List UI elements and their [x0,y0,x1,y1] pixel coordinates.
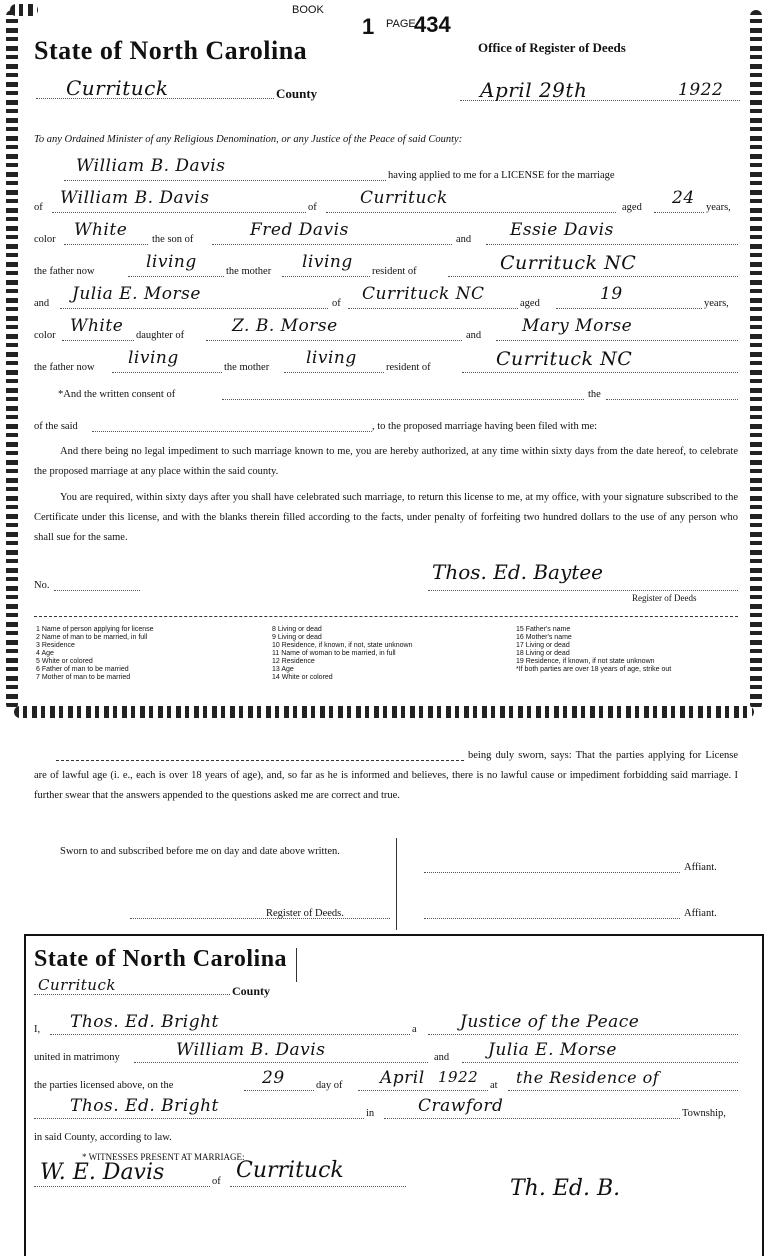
years-label-1: years, [706,202,731,213]
witness-handwritten: W. E. Davis [40,1160,165,1185]
parties-label: the parties licensed above, on the [34,1080,174,1091]
header-county-handwritten: Currituck [66,76,169,100]
applied-text: having applied to me for a LICENSE for the marriage [388,170,615,181]
woman-mother-handwritten: Mary Morse [522,316,633,336]
resident-of-label-2: resident of [386,362,431,373]
color-label-2: color [34,330,56,341]
woman-parents-residence-handwritten: Currituck NC [496,348,633,370]
of-said-label: of the said [34,421,78,432]
resident-of-label-1: resident of [372,266,417,277]
place2-handwritten: Thos. Ed. Bright [70,1096,219,1116]
united-label: united in matrimony [34,1052,120,1063]
man-name-handwritten: William B. Davis [60,188,210,208]
certificate-state-title: State of North Carolina [34,946,288,972]
address-line: To any Ordained Minister of any Religious Denomination, or any Justice of the Peace of said County: [34,134,463,145]
header-year-handwritten: 1922 [678,80,724,100]
witnesses-label: * WITNESSES PRESENT AT MARRIAGE: [82,1152,245,1162]
and-label-3: and [466,330,482,341]
woman-age-handwritten: 19 [600,284,623,304]
authorization-paragraph: And there being no legal impediment to such marriage known to me, you are hereby authorized, at any time within sixty days from the date hereof, to celebrate the proposed marriage at any place within the said county. [34,446,738,477]
bottom-ornamental-border [14,706,754,718]
header-date-handwritten: April 29th [480,78,588,102]
affidavit-paragraph: being duly sworn, says: That the parties applying for License are of lawful age (i. e., each is over 18 years of age), and, so far as he is informed and believes, there is no lawful cause or impediment forbidding said marriage. I further swear that the answers appended to the questions asked me are correct and true. [34,750,738,801]
proposed-text: , to the proposed marriage having been filed with me: [372,421,598,432]
book-label: BOOK [292,4,324,16]
man-father-status-handwritten: living [146,252,197,272]
book-number: 1 [362,14,375,39]
affiant-label-2: Affiant. [684,908,717,919]
bride-handwritten: Julia E. Morse [488,1040,617,1060]
certificate-county-handwritten: Currituck [38,976,116,994]
top-ornamental-border [10,4,38,16]
woman-father-handwritten: Z. B. Morse [232,316,338,336]
consent-text: *And the written consent of [58,389,176,400]
woman-residence-handwritten: Currituck NC [362,284,485,304]
man-residence-handwritten: Currituck [360,188,448,208]
in-label: in [366,1108,375,1119]
township-label: Township, [682,1108,726,1119]
place-handwritten: the Residence of [516,1068,660,1087]
month-handwritten: April [380,1068,425,1088]
subscribed-text: Sworn to and subscribed before me on day and date above written. [60,846,340,857]
man-age-handwritten: 24 [672,188,695,208]
cert-year-handwritten: 1922 [438,1068,479,1086]
man-color-handwritten: White [74,220,128,240]
man-mother-handwritten: Essie Davis [510,220,614,240]
answer-key-col-3: 15 Father's name 16 Mother's name 17 Living or dead 18 Living or dead 19 Residence, if known, if not state unknown *If both parties are over 18 years of age, strike out [516,626,672,673]
consent-the-label: the [588,389,601,400]
woman-name-handwritten: Julia E. Morse [72,284,201,304]
and-label-2: and [34,298,50,309]
color-label-1: color [34,234,56,245]
affidavit-register-label: Register of Deeds. [266,908,344,919]
witness-of-label: of [212,1176,221,1187]
applicant-handwritten: William B. Davis [76,156,226,176]
of-label-1: of [34,202,43,213]
man-parents-residence-handwritten: Currituck NC [500,252,637,274]
certificate-county-label: County [232,984,271,998]
and-label-1: and [456,234,472,245]
of-label-3: of [332,298,341,309]
man-mother-status-handwritten: living [302,252,353,272]
township-handwritten: Crawford [418,1096,504,1116]
register-of-deeds-label: Register of Deeds [632,593,697,603]
state-title: State of North Carolina [34,36,308,65]
aged-label-2: aged [520,298,540,309]
header-county-label: County [276,86,318,101]
woman-father-status-handwritten: living [128,348,179,368]
officiant-handwritten: Thos. Ed. Bright [70,1012,219,1032]
man-father-handwritten: Fred Davis [250,220,349,240]
father-label-2: the father now [34,362,95,373]
officiant-signature-handwritten: Th. Ed. B. [510,1176,621,1201]
years-label-2: years, [704,298,729,309]
at-label: at [490,1080,498,1091]
i-label: I, [34,1024,41,1035]
according-text: in said County, according to law. [34,1132,172,1143]
answer-key-col-2: 8 Living or dead 9 Living or dead 10 Residence, if known, if not, state unknown 11 Name of woman to be married, in full 12 Residence 13 Age 14 White or colored [272,626,413,681]
mother-label-2: the mother [224,362,270,373]
father-now-label-1: the father now [34,266,95,277]
groom-handwritten: William B. Davis [176,1040,326,1060]
certificate-box [24,934,764,1256]
office-label: Office of Register of Deeds [478,40,626,55]
right-ornamental-border [750,10,762,710]
cert-and-label: and [434,1052,450,1063]
return-paragraph: You are required, within sixty days after you shall have celebrated such marriage, to return this license to me, at my office, with your signature subscribed to the Certificate under this license, and with the blanks therein filled according to the facts, under penalty of forfeiting two hundred dollars to the use of any person who shall sue for the same. [34,492,738,543]
answer-key-col-1: 1 Name of person applying for license 2 Name of man to be married, in full 3 Residence 4 Age 5 White or colored 6 Father of man to be married 7 Mother of man to be married [36,626,154,681]
page-number: 434 [414,12,451,37]
page-label: PAGE [386,18,416,30]
left-ornamental-border [6,10,18,710]
a-label: a [412,1024,417,1035]
son-of-label: the son of [152,234,194,245]
day-of-label: day of [316,1080,343,1091]
register-signature: Thos. Ed. Baytee [432,560,603,584]
no-label: No. [34,580,50,591]
of-label-2: of [308,202,317,213]
woman-color-handwritten: White [70,316,124,336]
aged-label-1: aged [622,202,642,213]
affiant-label-1: Affiant. [684,862,717,873]
day-handwritten: 29 [262,1068,285,1088]
daughter-of-label: daughter of [136,330,185,341]
witness-place-handwritten: Currituck [236,1158,344,1183]
officiant-title-handwritten: Justice of the Peace [460,1012,640,1032]
woman-mother-status-handwritten: living [306,348,357,368]
mother-label-1: the mother [226,266,272,277]
